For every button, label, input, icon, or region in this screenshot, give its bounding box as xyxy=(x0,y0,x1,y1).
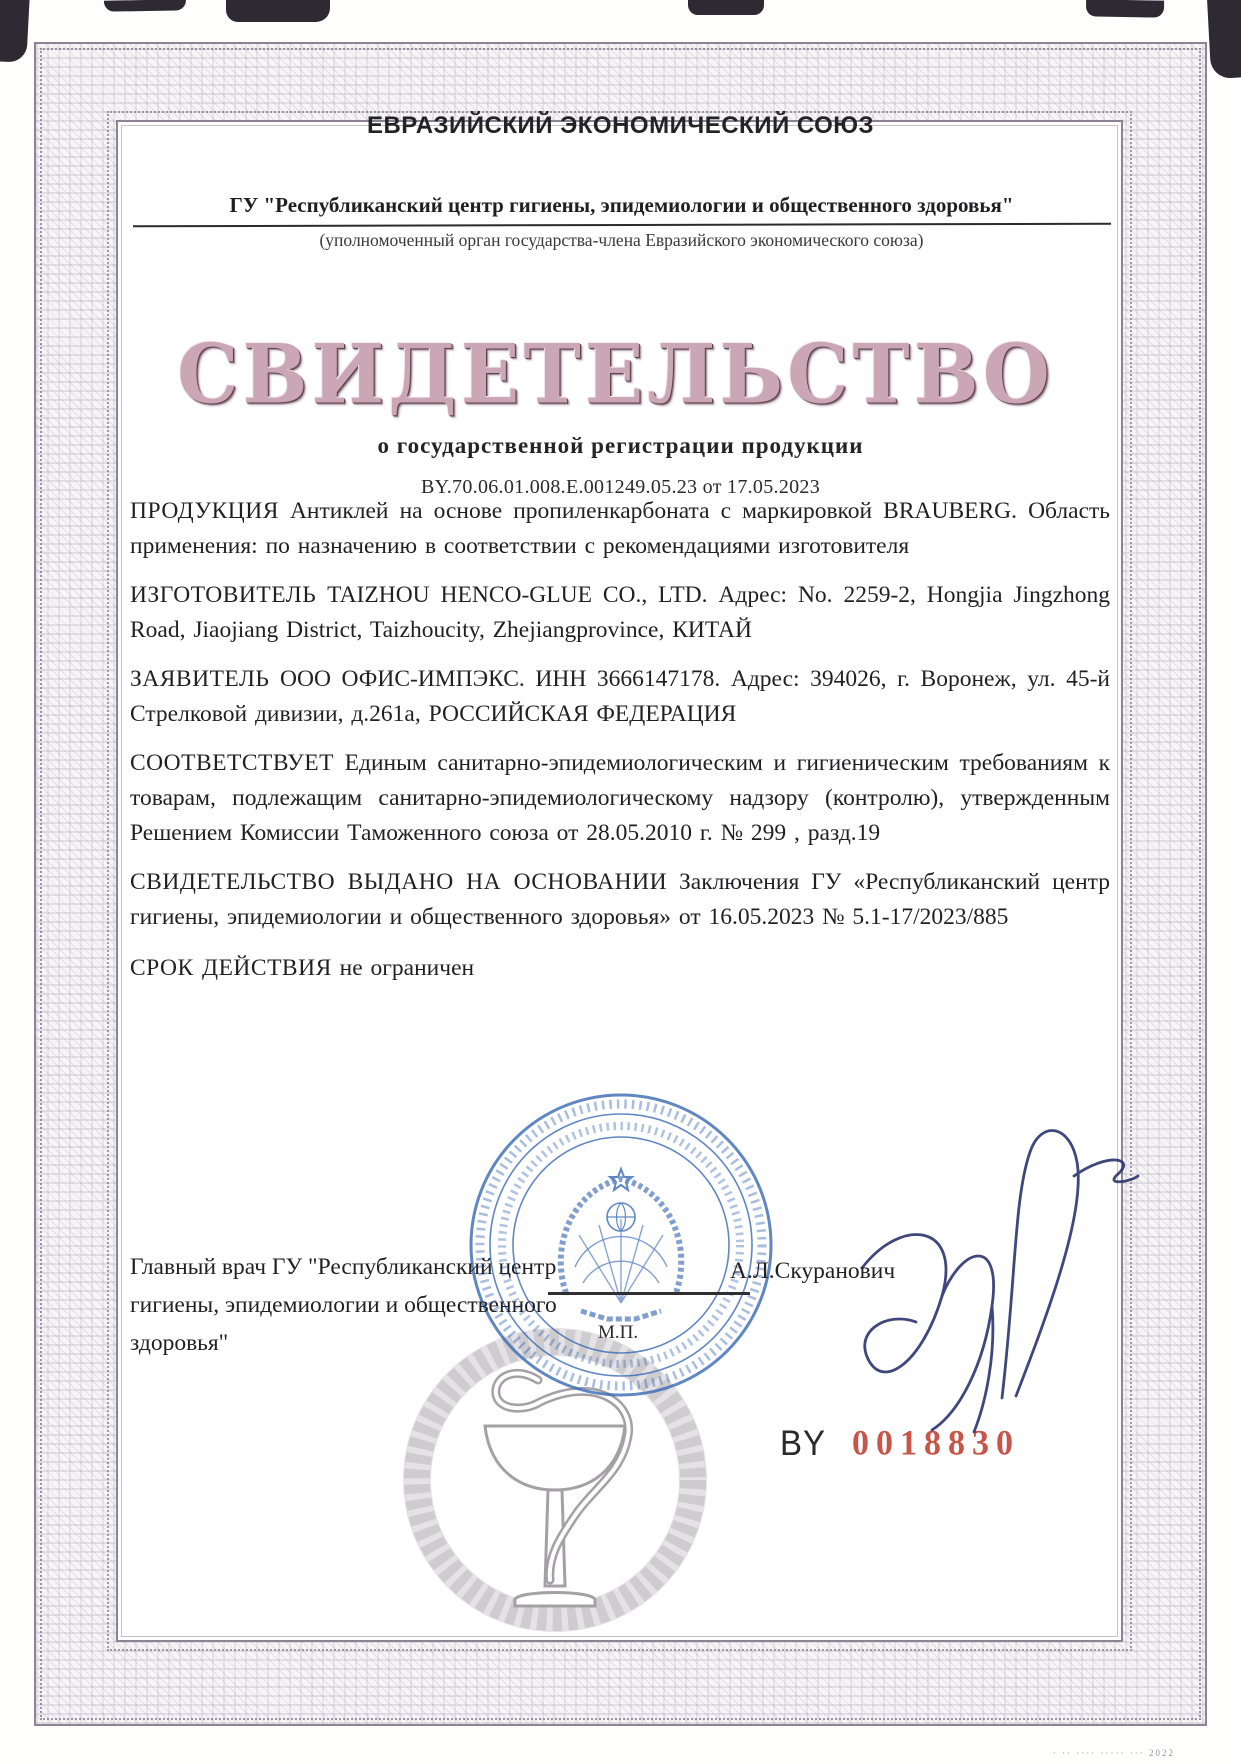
section-validity xyxy=(130,951,1110,986)
section-label: СООТВЕТСТВУЕТ xyxy=(130,750,335,776)
signature-line xyxy=(548,1292,750,1295)
section-label: ЗАЯВИТЕЛЬ xyxy=(130,666,270,692)
registration-number: BY.70.06.01.008.E.001249.05.23 от 17.05.2023 xyxy=(420,476,821,498)
section-product xyxy=(130,494,1110,564)
paper-edge-mark xyxy=(1207,0,1241,79)
section-manufacturer xyxy=(130,578,1110,648)
section-compliance xyxy=(130,746,1110,851)
section-text: TAIZHOU HENCO-GLUE CO., LTD. Адрес: No. 2259-2, Hongjia Jingzhong Road, Jiaojiang District, Taizhoucity, Zhejiangprovince, КИТАЙ xyxy=(130,582,1110,643)
signer-name: А.Л.Скуранович xyxy=(730,1258,896,1284)
section-text: Единым санитарно-эпидемиологическим и гигиеническим требованиям к товарам, подлежащим санитарно-эпидемиологическому надзору (контролю), утвержденным Решением Комиссии Таможенного союза от 28.05.2010 г. № 299 , разд.19 xyxy=(130,750,1111,846)
section-applicant xyxy=(130,662,1110,732)
paper-edge-mark xyxy=(1086,0,1164,18)
section-text: Антиклей на основе пропиленкарбоната с маркировкой BRAUBERG. Область применения: по назначению в соответствии с рекомендациями изготовителя xyxy=(130,498,1111,559)
certificate-body xyxy=(130,494,1110,1000)
signer-title: Главный врач ГУ "Республиканский центр гигиены, эпидемиологии и общественного здоровья" xyxy=(130,1254,557,1356)
paper-edge-mark xyxy=(0,0,30,63)
section-label: СРОК ДЕЙСТВИЯ xyxy=(130,955,332,981)
paper-edge-mark xyxy=(688,0,764,15)
paper-edge-mark xyxy=(226,0,330,22)
section-basis xyxy=(130,865,1110,935)
section-label: СВИДЕТЕЛЬСТВО ВЫДАНО НА ОСНОВАНИИ xyxy=(130,869,668,895)
section-text: ООО ОФИС-ИМПЭКС. ИНН 3666147178. Адрес: 394026, г. Воронеж, ул. 45-й Стрелковой дивизии, д.261а, РОССИЙСКАЯ ФЕДЕРАЦИЯ xyxy=(130,666,1111,727)
document-subtitle: о государственной регистрации продукции xyxy=(377,433,864,458)
authority-name: ГУ "Республиканский центр гигиены, эпидемиологии и общественного здоровья" xyxy=(229,193,1014,217)
seal-placeholder-label: М.П. xyxy=(598,1322,639,1343)
document-title: СВИДЕТЕЛЬСТВО xyxy=(177,327,1054,423)
section-label: ИЗГОТОВИТЕЛЬ xyxy=(130,582,317,608)
authority-note: (уполномоченный орган государства-члена Евразийского экономического союза) xyxy=(319,230,924,250)
printers-mark: · ·· ···· ····· ··· 2022 xyxy=(1052,1748,1175,1758)
union-header: ЕВРАЗИЙСКИЙ ЭКОНОМИЧЕСКИЙ СОЮЗ xyxy=(366,112,875,139)
paper-edge-mark xyxy=(104,0,186,12)
section-text: не ограничен xyxy=(339,955,475,981)
serial-prefix: BY xyxy=(780,1422,827,1463)
serial-number: 0018830 xyxy=(852,1424,1021,1463)
section-text: Заключения ГУ «Республиканский центр гигиены, эпидемиологии и общественного здоровья» от 16.05.2023 № 5.1-17/2023/885 xyxy=(130,869,1110,930)
section-label: ПРОДУКЦИЯ xyxy=(130,498,279,524)
